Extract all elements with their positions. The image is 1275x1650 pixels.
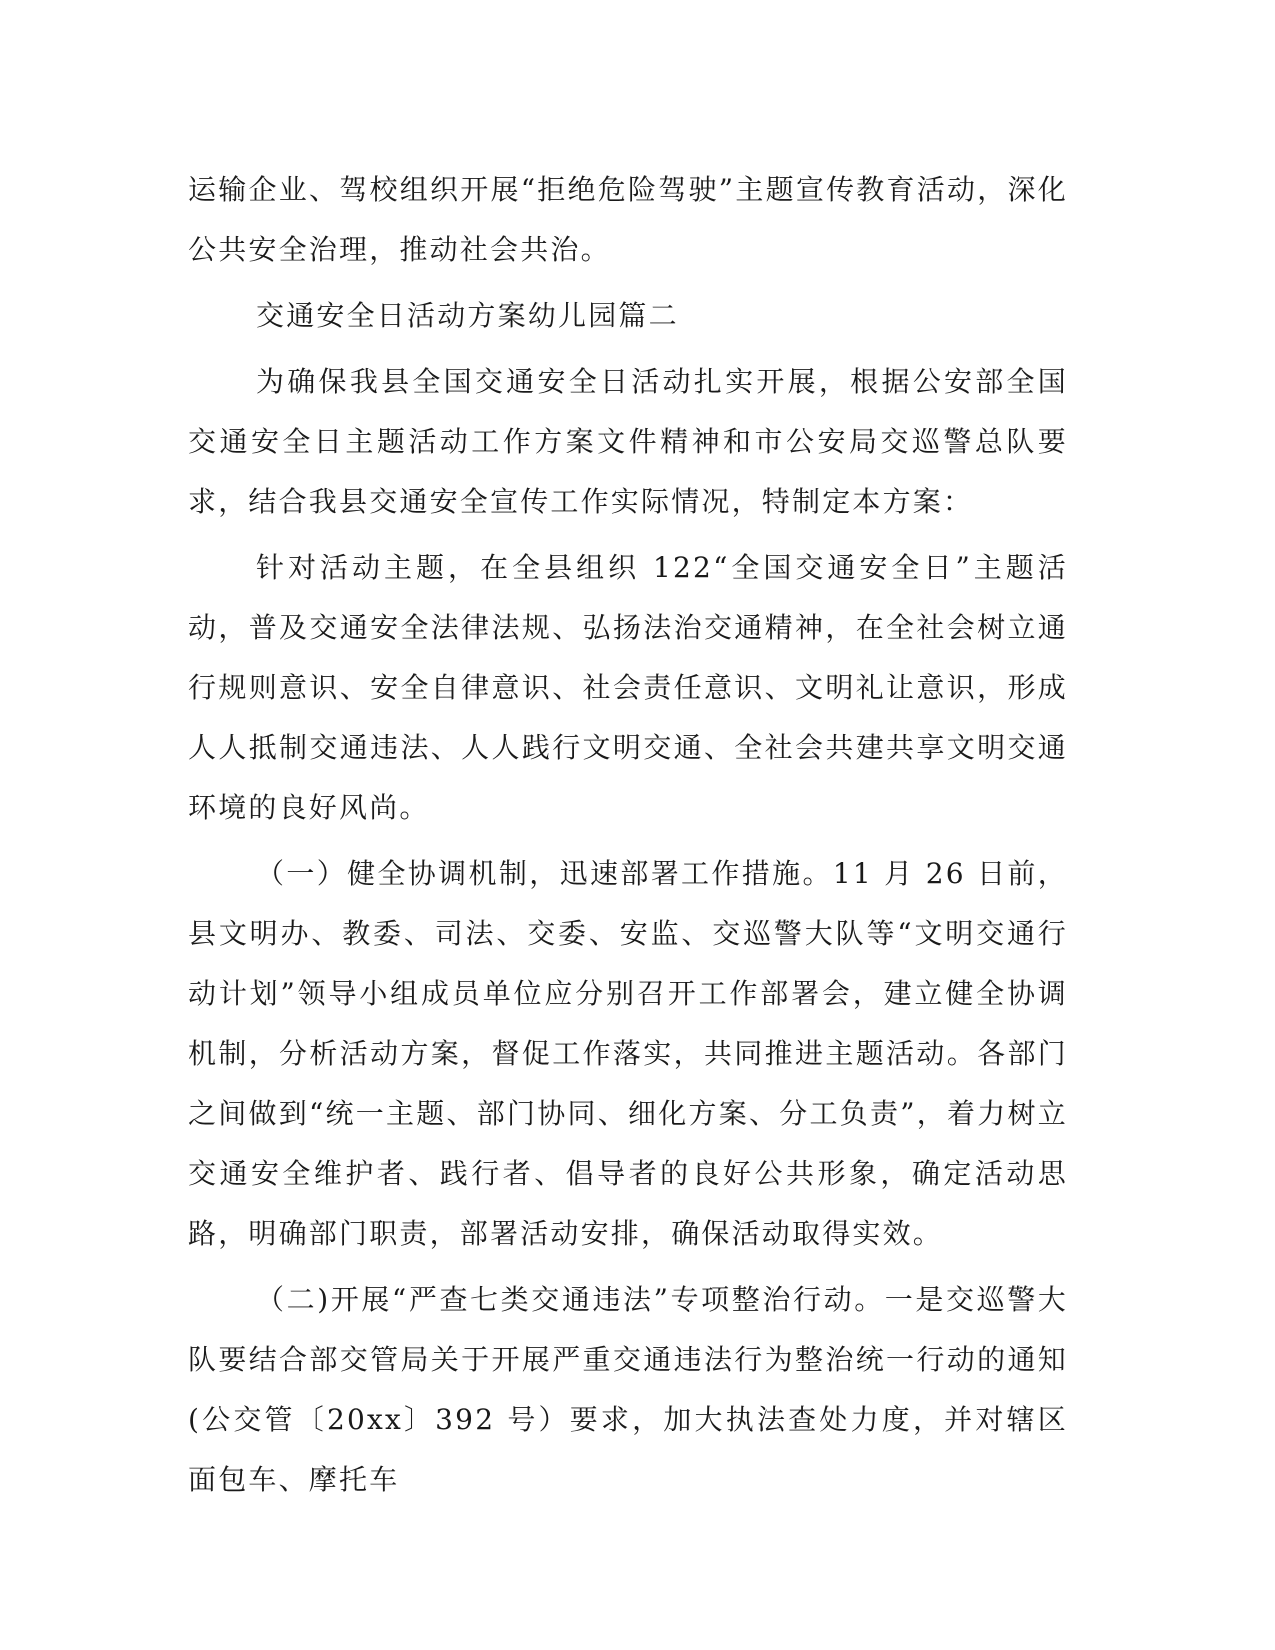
section-heading: 交通安全日活动方案幼儿园篇二 <box>256 299 679 332</box>
paragraph-theme: 针对活动主题，在全县组织 122“全国交通安全日”主题活动，普及交通安全法律法规、弘扬法治交通精神，在全社会树立通行规则意识、安全自律意识、社会责任意识、文明礼让意识，形成人人抵制交通违法、人人践行文明交通、全社会共建共享文明交通环境的良好风尚。 <box>188 551 1068 824</box>
paragraph-item-two: （二)开展“严查七类交通违法”专项整治行动。一是交巡警大队要结合部交管局关于开展严重交通违法行为整治统一行动的通知(公交管〔20xx〕392 号）要求，加大执法查处力度，并对辖区面包车、摩托车 <box>188 1283 1068 1496</box>
paragraph-item-one: （一）健全协调机制，迅速部署工作措施。11 月 26 日前，县文明办、教委、司法、交委、安监、交巡警大队等“文明交通行动计划”领导小组成员单位应分别召开工作部署会，建立健全协调机制，分析活动方案，督促工作落实，共同推进主题活动。各部门之间做到“统一主题、部门协同、细化方案、分工负责”，着力树立交通安全维护者、践行者、倡导者的良好公共形象，确定活动思路，明确部门职责，部署活动安排，确保活动取得实效。 <box>188 857 1068 1250</box>
paragraph-continuation: 运输企业、驾校组织开展“拒绝危险驾驶”主题宣传教育活动，深化公共安全治理，推动社会共治。 <box>188 173 1068 266</box>
document-body <box>188 160 1068 1516</box>
paragraph-intro: 为确保我县全国交通安全日活动扎实开展，根据公安部全国交通安全日主题活动工作方案文件精神和市公安局交巡警总队要求，结合我县交通安全宣传工作实际情况，特制定本方案： <box>188 365 1068 518</box>
